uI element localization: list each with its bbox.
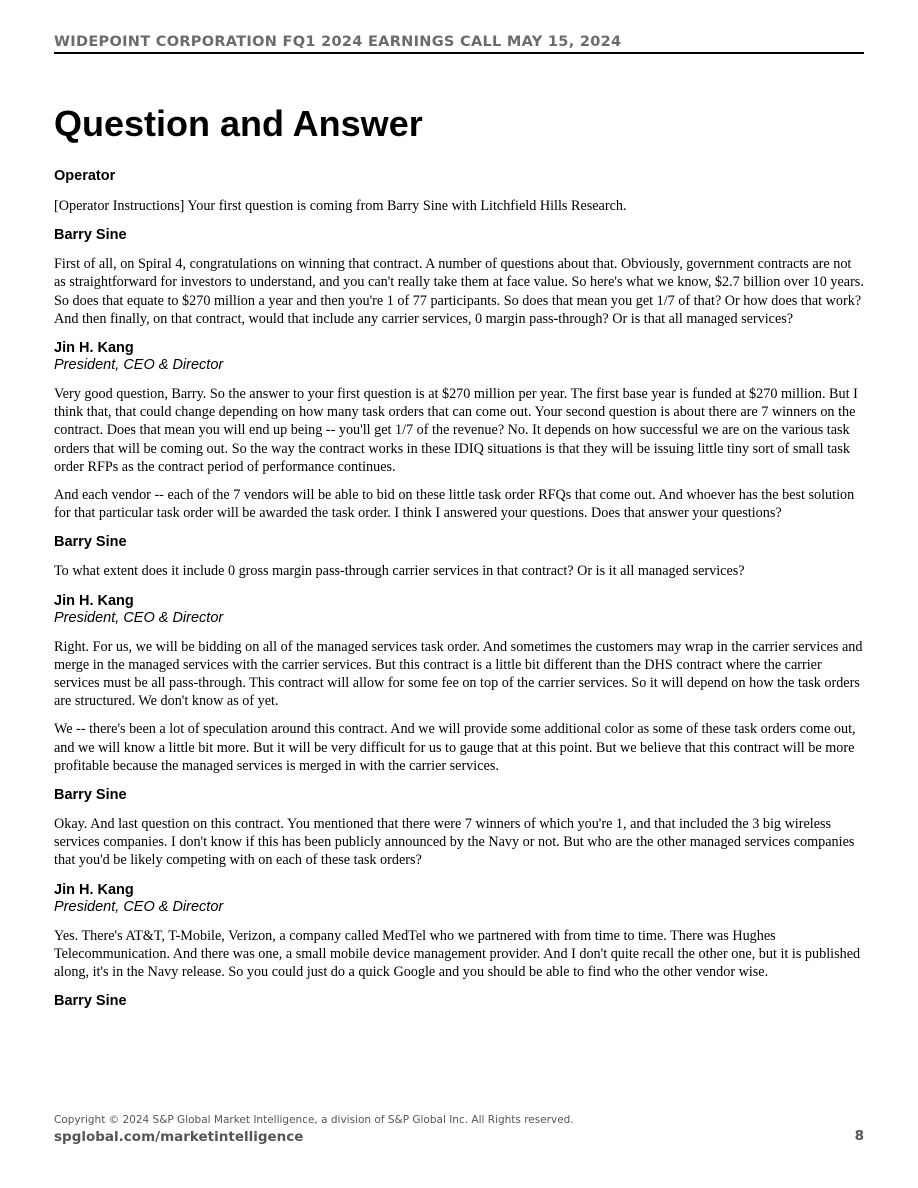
header-divider [54, 52, 864, 54]
speaker-role: President, CEO & Director [54, 898, 224, 915]
transcript-paragraph: We -- there's been a lot of speculation around this contract. And we will provide some additional color as some of these task orders come out, and we will know a little bit more. But it will be very difficult for us to gauge that at this point. But we believe that this contract will be more profitable because the managed services is merged in with the carrier services. [54, 721, 856, 774]
speaker-name: Barry Sine [54, 227, 127, 244]
transcript-body [54, 167, 866, 1010]
transcript-paragraph: Right. For us, we will be bidding on all of the managed services task order. And sometimes the customers may wrap in the carrier services and merge in the managed services with the carrier services. But this contract is a little bit different than the DHS contract where the carrier services must be all pass-through. This contract will allow for some fee on top of the carrier services. So it will depend on how the task orders are structured. We don't know as of yet. [54, 638, 863, 710]
speaker-role: President, CEO & Director [54, 357, 224, 374]
transcript-paragraph: Okay. And last question on this contract. You mentioned that there were 7 winners of which you're 1, and that included the 3 big wireless services companies. I don't know if this has been publicly announced by the Navy or not. But who are the other managed services companies that you'd be likely competing with on each of these task orders? [54, 816, 855, 869]
transcript-paragraph: To what extent does it include 0 gross margin pass-through carrier services in that contract? Or is it all managed services? [54, 563, 745, 580]
speaker-name: Jin H. Kang [54, 592, 134, 609]
speaker-name: Operator [54, 168, 116, 184]
transcript-paragraph: Very good question, Barry. So the answer to your first question is at $270 million per year. The first base year is funded at $270 million. But I think that, that could change depending on how many task orders that can come out. Your second question is about there are 7 winners on the contract. Does that mean you will end up being -- you'll get 1/7 of the revenue? No. It depends on how successful we are on the various task orders that will be coming out. So the way the contract works in these IDIQ situations is that they will be issuing little tiny sort of small task order RFPs as the contract period of performance continues. [54, 386, 858, 475]
section-title: Question and Answer [54, 103, 423, 144]
speaker-name: Barry Sine [54, 993, 127, 1010]
transcript-paragraph: First of all, on Spiral 4, congratulations on winning that contract. A number of questions about that. Obviously, government contracts are not as straightforward for investors to understand, and you can't really take them at face value. So here's what we know, $2.7 billion over 10 years. So does that equate to $270 million a year and then you're 1 of 77 participants. So does that mean you get 1/7 of that? Or how does that work? And then finally, on that contract, would that include any carrier services, 0 margin pass-through? Or is that all managed services? [54, 256, 864, 327]
speaker-name: Barry Sine [54, 787, 127, 804]
speaker-name: Jin H. Kang [54, 881, 134, 898]
page-number: 8 [854, 1128, 864, 1144]
footer-url: spglobal.com/marketintelligence [54, 1129, 304, 1145]
transcript-paragraph: And each vendor -- each of the 7 vendors will be able to bid on these little task order RFQs that come out. And whoever has the best solution for that particular task order will be awarded the task order. I think I answered your questions. Does that answer your questions? [54, 487, 855, 522]
speaker-role: President, CEO & Director [54, 609, 224, 626]
speaker-name: Barry Sine [54, 534, 127, 551]
footer-copyright: Copyright © 2024 S&P Global Market Intelligence, a division of S&P Global Inc. All Rights reserved. [54, 1114, 574, 1126]
speaker-name: Jin H. Kang [54, 340, 134, 357]
transcript-paragraph: Yes. There's AT&T, T-Mobile, Verizon, a company called MedTel who we partnered with from time to time. There was Hughes Telecommunication. And there was one, a small mobile device management provider. And I don't quite recall the other one, but it is published along, it's in the Navy release. So you could just do a quick Google and you should be able to find who the other vendor wise. [54, 927, 861, 981]
document-header-title: WIDEPOINT CORPORATION FQ1 2024 EARNINGS CALL MAY 15, 2024 [54, 34, 622, 50]
transcript-paragraph: [Operator Instructions] Your first question is coming from Barry Sine with Litchfield Hills Research. [54, 198, 627, 214]
